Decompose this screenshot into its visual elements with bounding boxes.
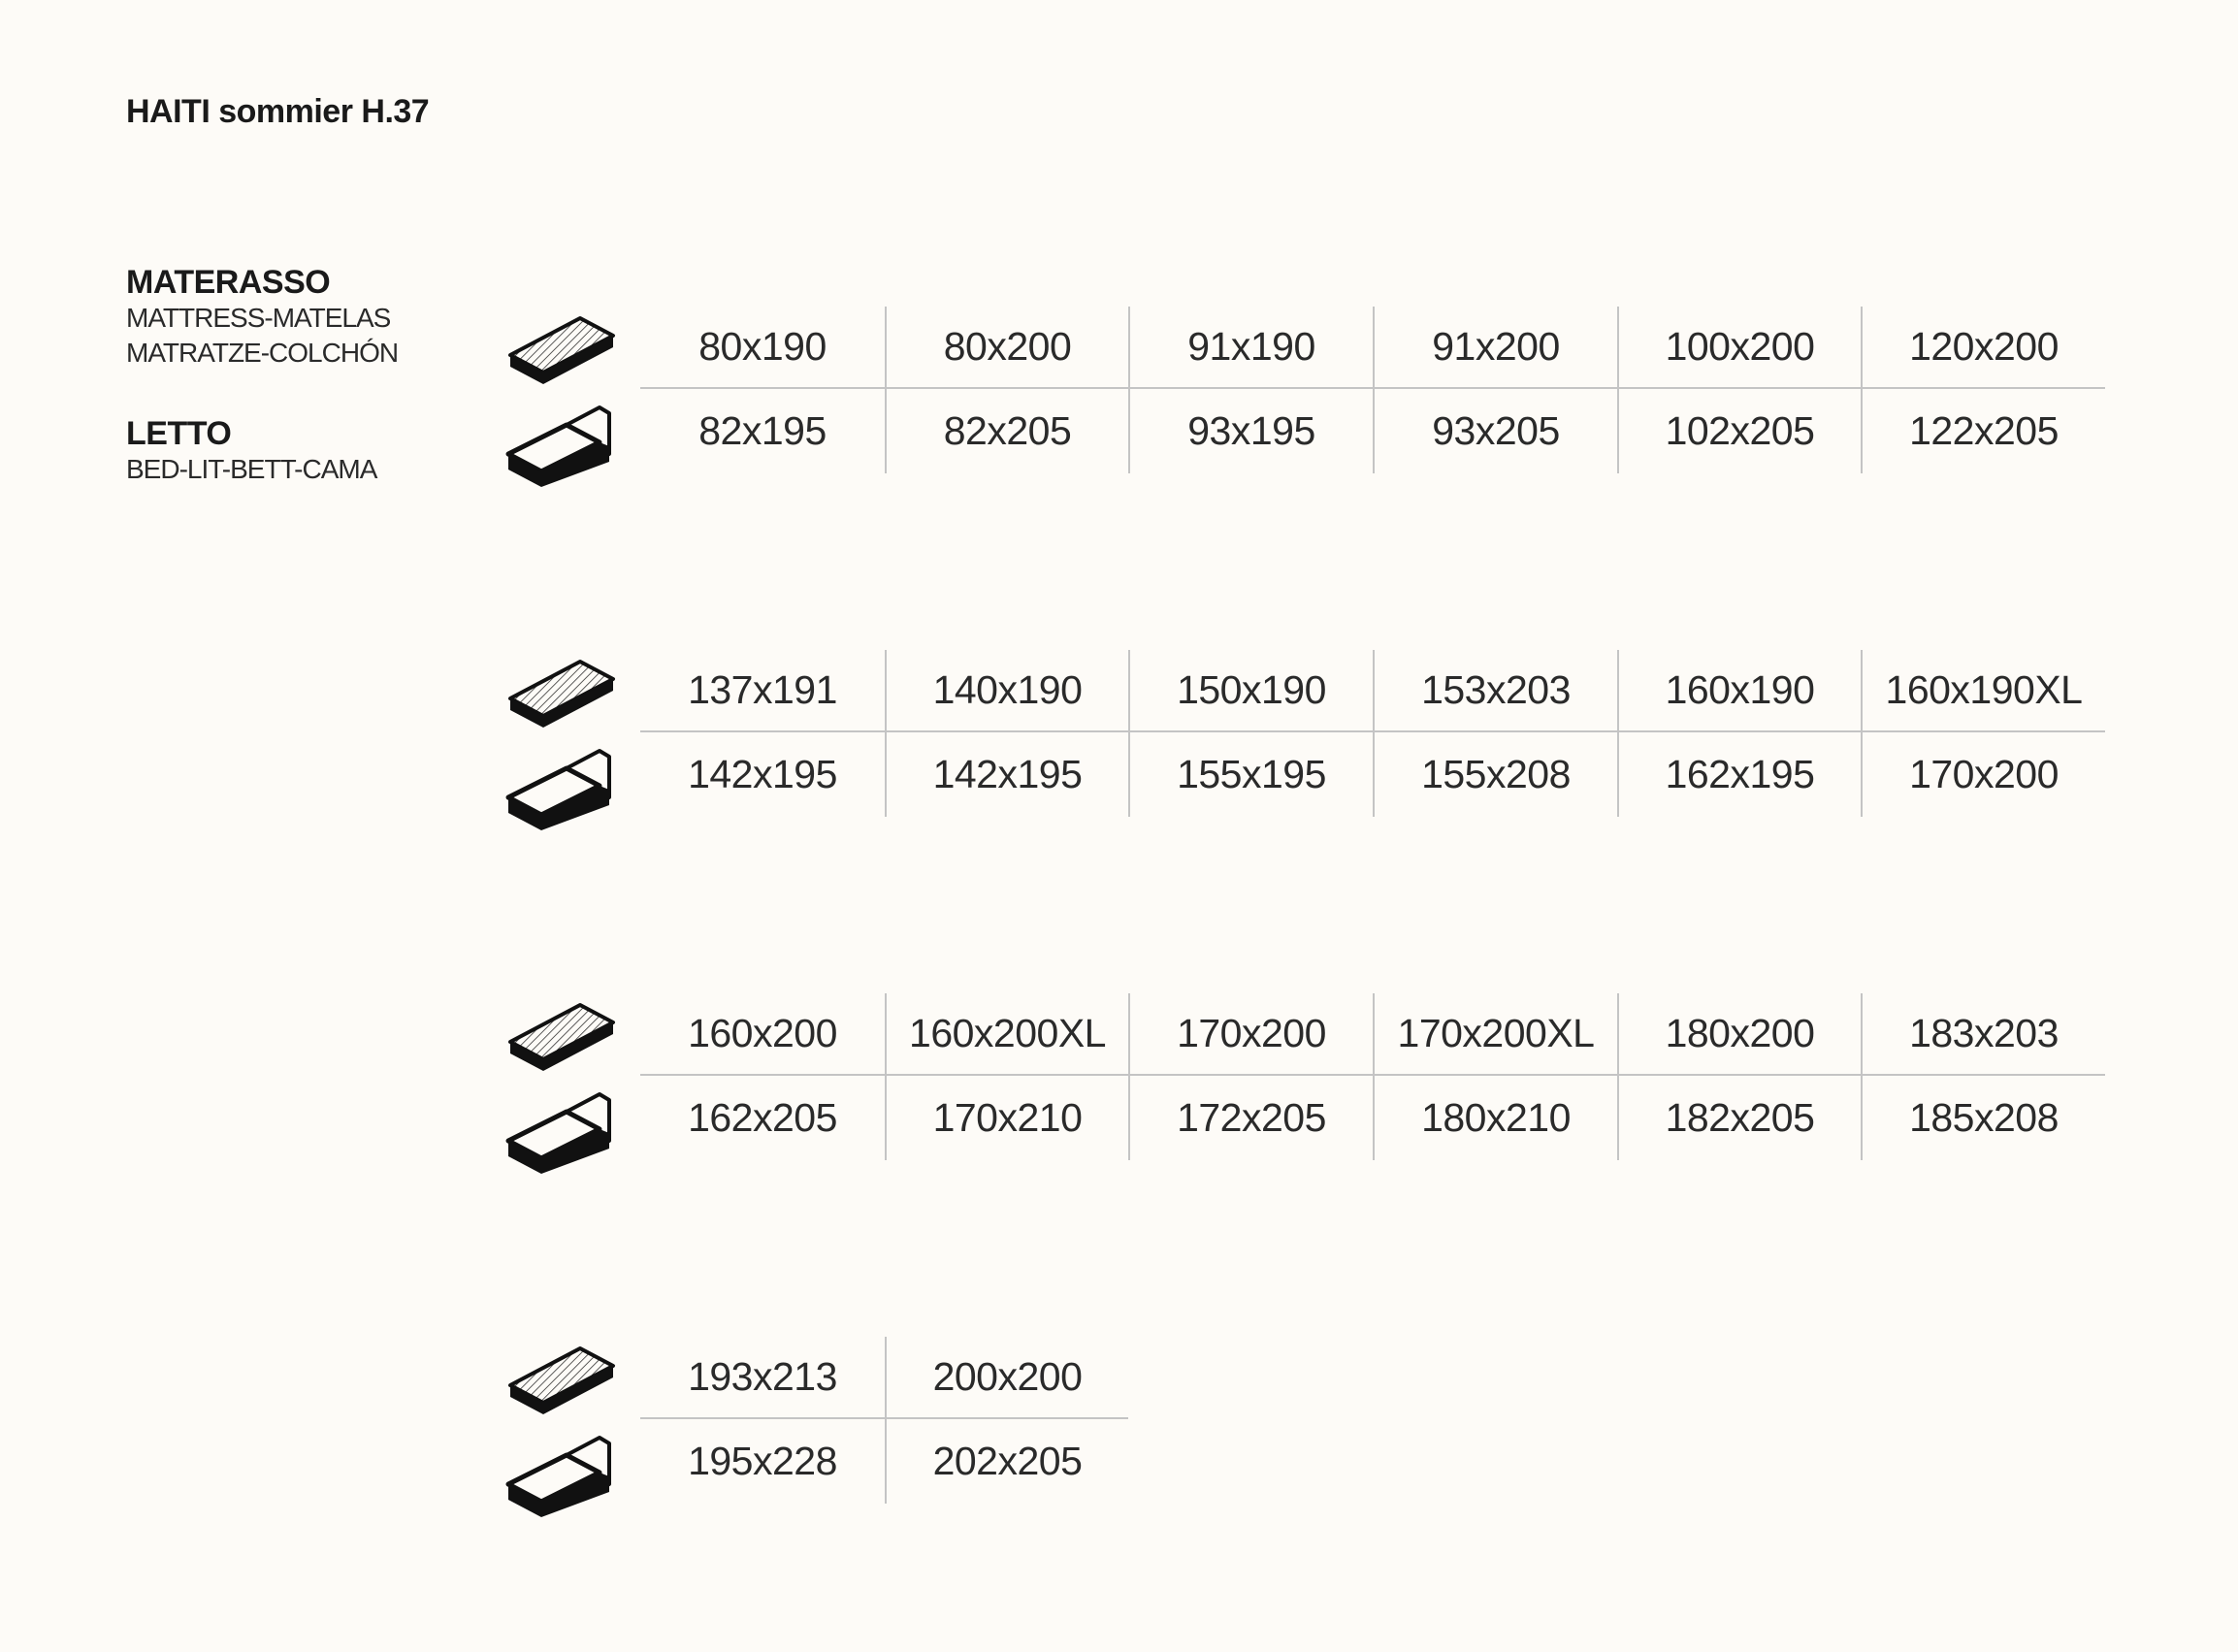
mattress-size-cell: 180x200 xyxy=(1617,993,1861,1076)
bed-size-cell: 102x205 xyxy=(1617,389,1861,473)
bed-icon xyxy=(504,737,621,834)
size-group xyxy=(504,1337,2115,1521)
size-group xyxy=(504,650,2115,834)
mattress-size-cell: 153x203 xyxy=(1373,650,1617,732)
size-grid xyxy=(640,993,2105,1160)
mattress-size-cell: 170x200 xyxy=(1128,993,1373,1076)
mattress-size-cell: 193x213 xyxy=(640,1337,885,1419)
bed-size-cell: 162x205 xyxy=(688,1095,837,1140)
mattress-size-cell: 200x200 xyxy=(885,1337,1128,1419)
mattress-size-cell: 160x190XL xyxy=(1861,650,2105,732)
legend-bed-sub1: BED-LIT-BETT-CAMA xyxy=(126,454,377,484)
mattress-size-cell: 183x203 xyxy=(1861,993,2105,1076)
mattress-size-cell: 140x190 xyxy=(885,650,1128,732)
size-grid xyxy=(640,650,2105,817)
bed-size-cell: 185x208 xyxy=(1861,1076,2105,1160)
mattress-size-cell: 80x200 xyxy=(885,307,1128,389)
mattress-size-cell: 120x200 xyxy=(1861,307,2105,389)
bed-size-cell: 202x205 xyxy=(885,1419,1128,1504)
bed-size-cell: 155x195 xyxy=(1128,732,1373,817)
mattress-icon xyxy=(504,308,621,396)
legend-bed-label: LETTO xyxy=(126,415,232,452)
bed-size-cell: 93x195 xyxy=(1128,389,1373,473)
bed-size-cell: 170x210 xyxy=(885,1076,1128,1160)
bed-size-cell: 170x200 xyxy=(1861,732,2105,817)
bed-size-cell: 195x228 xyxy=(688,1439,837,1483)
bed-size-cell: 155x208 xyxy=(1373,732,1617,817)
bed-size-cell: 93x205 xyxy=(1373,389,1617,473)
bed-size-cell: 172x205 xyxy=(1128,1076,1373,1160)
mattress-icon xyxy=(504,995,621,1083)
mattress-size-cell: 80x190 xyxy=(640,307,885,389)
mattress-size-cell: 100x200 xyxy=(1617,307,1861,389)
page-title: HAITI sommier H.37 xyxy=(126,93,430,130)
size-group xyxy=(504,993,2115,1178)
mattress-icon xyxy=(504,1339,621,1426)
size-group xyxy=(504,307,2115,491)
mattress-size-cell: 160x190 xyxy=(1617,650,1861,732)
mattress-size-cell: 160x200 xyxy=(640,993,885,1076)
legend-mattress-label: MATERASSO xyxy=(126,264,331,301)
mattress-size-cell: 91x190 xyxy=(1128,307,1373,389)
mattress-size-cell: 170x200XL xyxy=(1373,993,1617,1076)
mattress-size-cell: 137x191 xyxy=(640,650,885,732)
legend-mattress-sub2: MATRATZE-COLCHÓN xyxy=(126,338,399,368)
bed-icon xyxy=(504,1081,621,1178)
bed-size-cell: 82x195 xyxy=(698,408,827,453)
bed-size-cell: 180x210 xyxy=(1373,1076,1617,1160)
bed-size-cell: 82x205 xyxy=(885,389,1128,473)
size-grid xyxy=(640,307,2105,473)
legend-mattress xyxy=(126,264,398,371)
legend-bed xyxy=(126,415,376,487)
size-grid xyxy=(640,1337,1128,1504)
legend-mattress-sub1: MATTRESS-MATELAS xyxy=(126,303,391,333)
mattress-size-cell: 160x200XL xyxy=(885,993,1128,1076)
bed-size-cell: 162x195 xyxy=(1617,732,1861,817)
mattress-size-cell: 150x190 xyxy=(1128,650,1373,732)
mattress-icon xyxy=(504,652,621,739)
mattress-size-cell: 91x200 xyxy=(1373,307,1617,389)
bed-icon xyxy=(504,1424,621,1521)
bed-size-cell: 142x195 xyxy=(885,732,1128,817)
bed-size-cell: 142x195 xyxy=(688,752,837,796)
bed-icon xyxy=(504,394,621,491)
bed-size-cell: 122x205 xyxy=(1861,389,2105,473)
bed-size-cell: 182x205 xyxy=(1617,1076,1861,1160)
